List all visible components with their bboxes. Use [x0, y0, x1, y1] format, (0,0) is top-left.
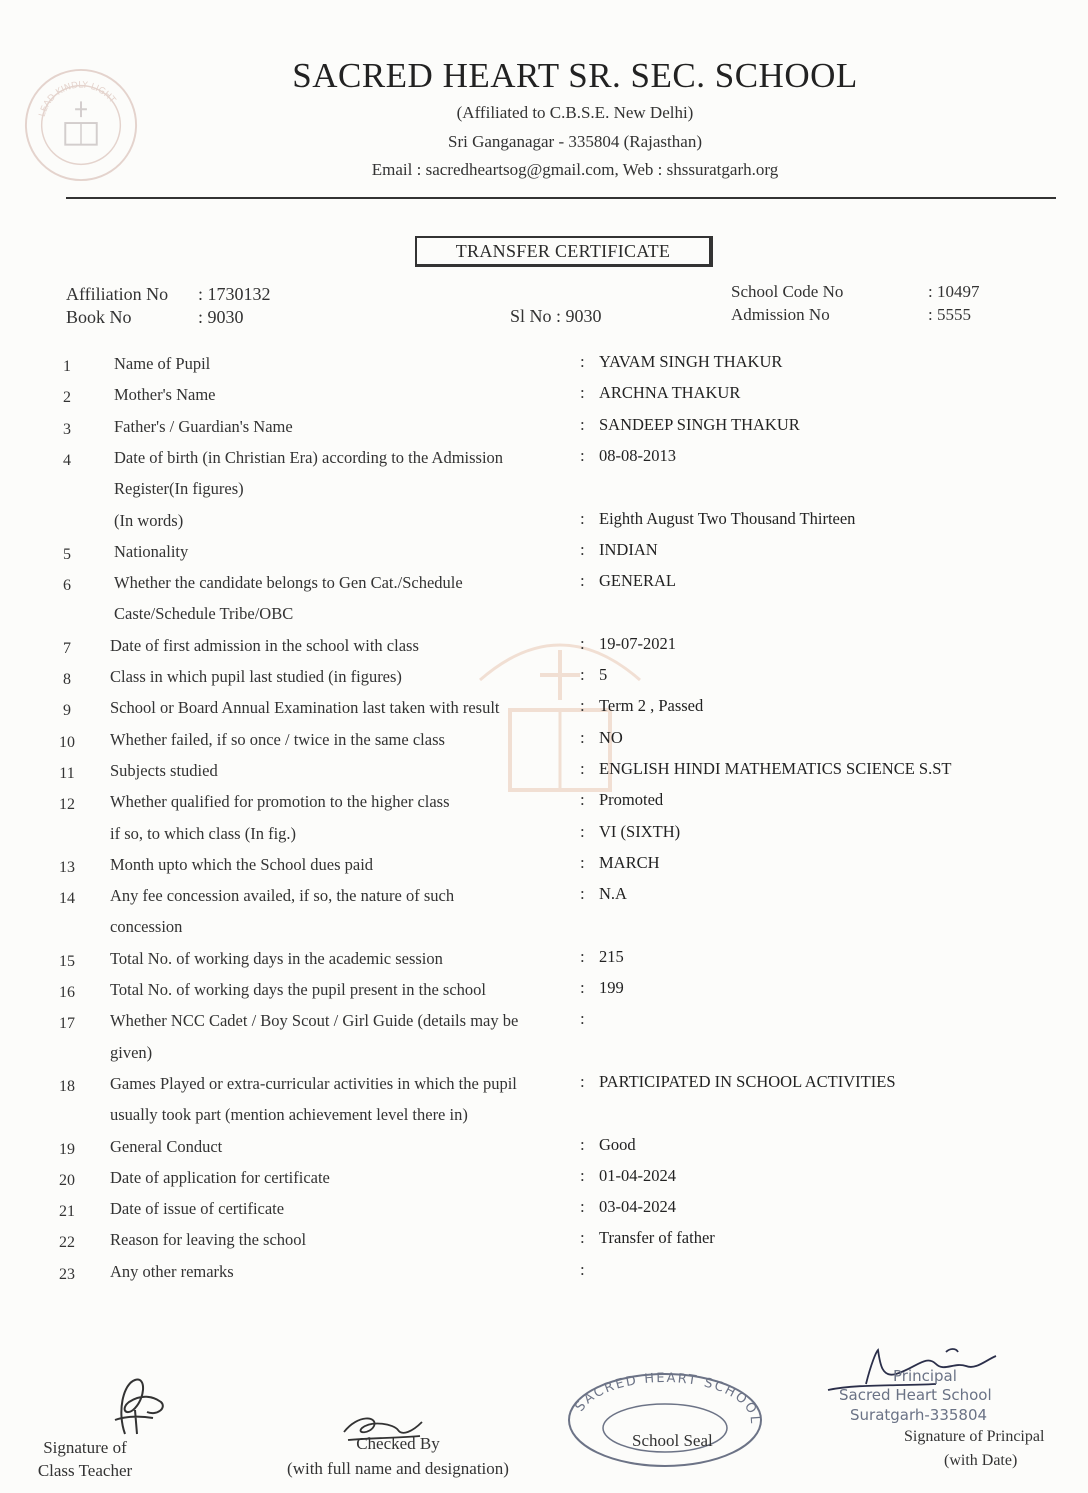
principal-label-2: (with Date) [944, 1452, 1018, 1469]
row-value: Transfer of father [599, 1228, 715, 1247]
row-number: 12 [59, 796, 75, 813]
school-code-value: : 10497 [928, 282, 980, 301]
row-number: 1 [63, 358, 71, 375]
row-colon: : [580, 1072, 585, 1091]
row-value: NO [599, 728, 623, 747]
row-value: GENERAL [599, 571, 676, 590]
row-label: Mother's Name [114, 385, 216, 404]
row-label: Reason for leaving the school [110, 1230, 307, 1249]
row-colon: : [580, 947, 585, 966]
row-label: Month upto which the School dues paid [110, 855, 374, 874]
row-label: Total No. of working days the pupil present in the school [110, 980, 486, 999]
row-label: Subjects studied [110, 761, 218, 780]
row-colon: : [580, 540, 585, 559]
row-number: 17 [59, 1015, 75, 1032]
row-number: 22 [59, 1234, 75, 1251]
row-label: Whether qualified for promotion to the higher class [110, 792, 450, 811]
logo-ring-text: LEAD KINDLY LIGHT [37, 80, 118, 119]
checked-by-label-1: Checked By [356, 1434, 440, 1453]
row-value: Eighth August Two Thousand Thirteen [599, 509, 856, 528]
row-label: Father's / Guardian's Name [114, 417, 293, 436]
header-divider [66, 197, 1056, 199]
principal-label-1: Signature of Principal [904, 1428, 1045, 1445]
row-number: 21 [59, 1203, 75, 1220]
class-teacher-label-2: Class Teacher [37, 1461, 133, 1480]
row-number: 14 [59, 890, 75, 907]
row-number: 18 [59, 1078, 75, 1095]
row-label: General Conduct [110, 1137, 223, 1156]
row-colon: : [580, 634, 585, 653]
row-label: Whether NCC Cadet / Boy Scout / Girl Guide (details may be [110, 1011, 519, 1030]
school-seal-label: School Seal [632, 1431, 713, 1450]
row-colon: : [580, 728, 585, 747]
row-label: Caste/Schedule Tribe/OBC [114, 604, 294, 623]
school-seal-icon [565, 1370, 765, 1470]
row-number: 23 [59, 1266, 75, 1283]
row-value: SANDEEP SINGH THAKUR [599, 415, 800, 434]
row-value: Promoted [599, 790, 664, 809]
row-value: 19-07-2021 [599, 634, 676, 653]
principal-stamp-line-1: Principal [893, 1367, 957, 1385]
row-number: 19 [59, 1141, 75, 1158]
row-colon: : [580, 1260, 585, 1279]
admission-value: : 5555 [928, 305, 971, 324]
row-label: Class in which pupil last studied (in figures) [110, 667, 402, 686]
row-label: Total No. of working days in the academic session [110, 949, 443, 968]
row-label: Name of Pupil [114, 354, 211, 373]
row-colon: : [580, 571, 585, 590]
principal-stamp-line-2: Sacred Heart School [839, 1386, 992, 1404]
affiliation-value: : 1730132 [198, 284, 271, 304]
row-label: given) [110, 1043, 153, 1062]
checked-by-label-2: (with full name and designation) [287, 1459, 509, 1478]
contact-line: Email : sacredheartsog@gmail.com, Web : shssuratgarh.org [371, 160, 779, 179]
class-teacher-label-1: Signature of [43, 1438, 127, 1457]
admission-label: Admission No [731, 305, 830, 324]
serial-number: Sl No : 9030 [510, 306, 602, 326]
row-number: 11 [59, 765, 75, 782]
row-label: Whether the candidate belongs to Gen Cat./Schedule [114, 573, 463, 592]
row-value: Term 2 , Passed [599, 696, 704, 715]
row-label: usually took part (mention achievement level there in) [110, 1105, 468, 1124]
row-label: Games Played or extra-curricular activities in which the pupil [110, 1074, 517, 1093]
row-colon: : [580, 1166, 585, 1185]
row-label: Any fee concession availed, if so, the nature of such [110, 886, 455, 905]
row-colon: : [580, 1135, 585, 1154]
row-value: INDIAN [599, 540, 658, 559]
row-label: concession [110, 917, 183, 936]
row-colon: : [580, 1009, 585, 1028]
row-number: 2 [63, 389, 71, 406]
row-value: 215 [599, 947, 624, 966]
principal-stamp-line-3: Suratgarh-335804 [850, 1406, 988, 1424]
row-value: ENGLISH HINDI MATHEMATICS SCIENCE S.ST [599, 759, 952, 778]
school-address: Sri Ganganagar - 335804 (Rajasthan) [448, 132, 702, 151]
row-label: Date of issue of certificate [110, 1199, 285, 1218]
row-value: 5 [599, 665, 608, 684]
row-colon: : [580, 446, 585, 465]
row-label: Date of application for certificate [110, 1168, 330, 1187]
row-colon: : [580, 383, 585, 402]
row-colon: : [580, 1197, 585, 1216]
row-number: 15 [59, 953, 75, 970]
row-value: PARTICIPATED IN SCHOOL ACTIVITIES [599, 1072, 896, 1091]
row-label: (In words) [114, 511, 184, 530]
row-number: 3 [63, 421, 71, 438]
row-value: ARCHNA THAKUR [599, 383, 741, 402]
row-colon: : [580, 790, 585, 809]
row-colon: : [580, 853, 585, 872]
row-label: Register(In figures) [114, 479, 244, 498]
row-value: 01-04-2024 [599, 1166, 676, 1185]
row-value: 08-08-2013 [599, 446, 676, 465]
svg-text:SACRED HEART SCHOOL [573, 1371, 763, 1426]
row-colon: : [580, 978, 585, 997]
row-colon: : [580, 696, 585, 715]
certificate-title: TRANSFER CERTIFICATE [415, 236, 713, 267]
row-value: VI (SIXTH) [599, 822, 681, 841]
row-value: 199 [599, 978, 624, 997]
seal-ring-text: SACRED HEART SCHOOL [572, 1370, 763, 1426]
row-colon: : [580, 759, 585, 778]
row-number: 4 [63, 452, 71, 469]
row-value: 03-04-2024 [599, 1197, 676, 1216]
row-value: YAVAM SINGH THAKUR [599, 352, 783, 371]
row-number: 7 [63, 640, 71, 657]
row-label: Whether failed, if so once / twice in the same class [110, 730, 445, 749]
row-number: 5 [63, 546, 71, 563]
row-number: 16 [59, 984, 75, 1001]
row-number: 6 [63, 577, 71, 594]
row-label: if so, to which class (In fig.) [110, 824, 297, 843]
row-value: N.A [599, 884, 627, 903]
school-code-label: School Code No [731, 282, 844, 301]
row-value: Good [599, 1135, 636, 1154]
affiliation-line: (Affiliated to C.B.S.E. New Delhi) [456, 103, 694, 122]
row-colon: : [580, 415, 585, 434]
row-number: 20 [59, 1172, 75, 1189]
book-value: : 9030 [198, 307, 244, 327]
row-colon: : [580, 352, 585, 371]
row-number: 10 [59, 734, 75, 751]
row-colon: : [580, 509, 585, 528]
school-name: SACRED HEART SR. SEC. SCHOOL [292, 56, 858, 95]
row-label: School or Board Annual Examination last taken with result [110, 698, 500, 717]
row-label: Date of birth (in Christian Era) according to the Admission [114, 448, 504, 467]
affiliation-label: Affiliation No [66, 284, 169, 304]
row-number: 9 [63, 702, 71, 719]
row-colon: : [580, 884, 585, 903]
row-number: 8 [63, 671, 71, 688]
row-colon: : [580, 1228, 585, 1247]
row-colon: : [580, 665, 585, 684]
row-label: Any other remarks [110, 1262, 234, 1281]
row-number: 13 [59, 859, 75, 876]
row-value: MARCH [599, 853, 660, 872]
class-teacher-signature-icon [95, 1372, 175, 1442]
row-label: Date of first admission in the school with class [110, 636, 419, 655]
book-label: Book No [66, 307, 132, 327]
row-label: Nationality [114, 542, 189, 561]
row-colon: : [580, 822, 585, 841]
